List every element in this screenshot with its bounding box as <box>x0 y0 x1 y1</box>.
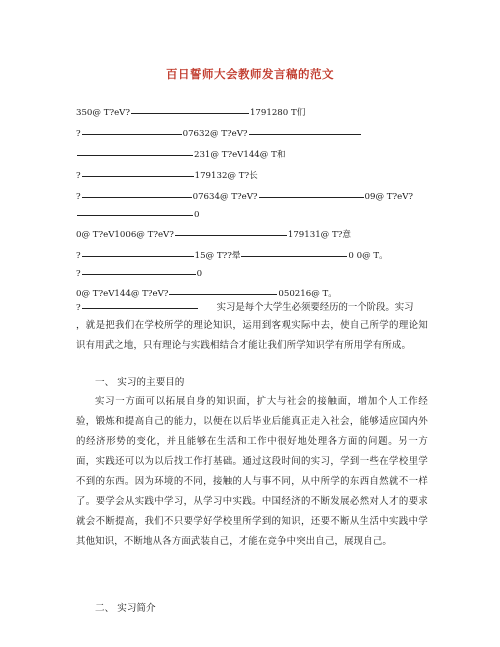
toc-rule <box>169 294 277 295</box>
toc-rule <box>82 308 198 309</box>
toc-text: ? <box>76 251 81 261</box>
toc-text: 179132@ T?长 <box>194 171 258 181</box>
toc-text: 1791280 T们 <box>249 108 306 118</box>
toc-rule <box>82 256 194 257</box>
toc-rule <box>82 134 182 135</box>
section-heading-1: 一、 实习的主要目的 <box>95 377 185 388</box>
toc-text: ? <box>76 269 81 279</box>
intro-paragraph: ，就是把我们在学校所学的理论知识，运用到客观实际中去，使自己所学的理论知识有用武之地，只有理论与实践相结合才能让我们所学知识学有所用学有所成。 <box>76 320 428 351</box>
toc-rule <box>82 197 192 198</box>
toc-rule <box>82 274 196 275</box>
toc-text: ? <box>76 303 81 313</box>
toc-text: ? <box>76 171 81 181</box>
toc-text: 179131@ T?意 <box>287 230 351 240</box>
toc-rule <box>259 197 364 198</box>
toc-rule <box>131 113 249 114</box>
toc-rule <box>249 134 361 135</box>
toc-line-5 <box>76 191 413 204</box>
toc-rule <box>77 155 193 156</box>
toc-text: 0 0@ T。 <box>348 251 388 261</box>
document-title: 百日誓师大会教师发言稿的范文 <box>166 67 334 81</box>
toc-line-1 <box>76 107 305 120</box>
toc-text: 050216@ T。 <box>278 289 337 299</box>
toc-line-3 <box>76 149 285 162</box>
toc-text: 0 <box>194 210 200 220</box>
toc-rule <box>82 176 194 177</box>
toc-text: 07632@ T?eV? <box>182 129 248 139</box>
toc-text: 0 <box>196 269 203 279</box>
toc-text: 0@ T?eV144@ T?eV? <box>76 289 169 299</box>
toc-line-2 <box>76 128 362 141</box>
toc-text: 231@ T?eV144@ T和 <box>194 150 286 160</box>
toc-text: 15@ T??晕 <box>194 251 241 261</box>
toc-text: ? <box>76 129 81 139</box>
toc-text: 0@ T?eV1006@ T?eV? <box>76 230 174 240</box>
intro-first-line: 实习是每个大学生必须要经历的一个阶段。实习 <box>216 302 414 313</box>
toc-line-6 <box>76 209 199 222</box>
section-heading-2: 二、 实习简介 <box>95 603 156 614</box>
toc-line-4 <box>76 170 258 183</box>
section-body-1: 实习一方面可以拓展自身的知识面，扩大与社会的接触面，增加个人工作经验，锻炼和提高自己的能力，以便在以后毕业后能真正走入社会，能够适应国内外的经济形势的变化，并且能够在生活和工作中很好地处理各方面的问题。另一方面，实践还可以为以后找工作打基础。通过这段时间的实习，学到一些在学校里学不到的东西。因为环境的不同，接触的人与事不同，从中所学的东西自然就不一样了。要学会从实践中学习，从学习中实践。中国经济的不断发展必然对人才的要求就会不断提高，我们不只要学好学校里所学到的知识，还要不断从生活中实践中学其他知识，不断地从各方面武装自己，才能在竞争中突出自己，展现自己。 <box>76 396 428 547</box>
toc-line-8 <box>76 250 388 263</box>
toc-rule <box>241 256 347 257</box>
toc-line-7 <box>76 229 351 242</box>
toc-rule <box>175 235 287 236</box>
toc-rule <box>77 215 193 216</box>
toc-line-9 <box>76 268 202 281</box>
toc-text: 09@ T?eV? <box>364 192 414 202</box>
toc-text: ? <box>76 192 81 202</box>
toc-text: 07634@ T?eV? <box>192 192 258 202</box>
toc-text: 350@ T?eV? <box>76 108 130 118</box>
